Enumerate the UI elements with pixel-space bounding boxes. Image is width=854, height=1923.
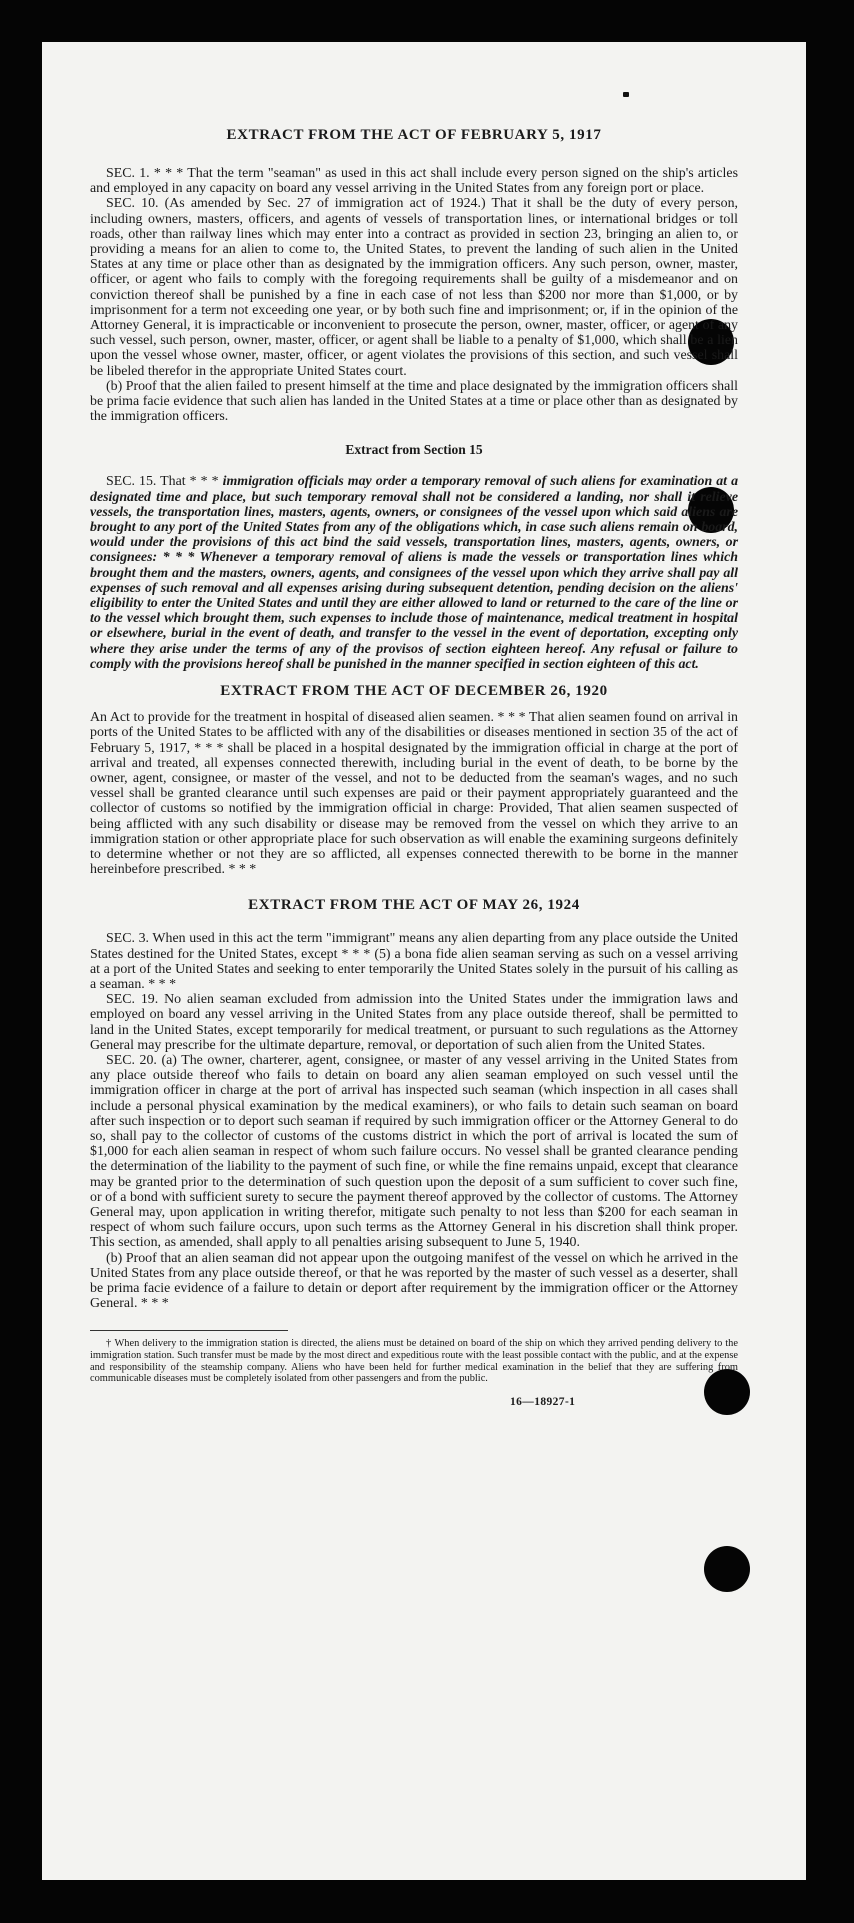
dust-speck	[623, 92, 629, 97]
act-1920-paragraph: An Act to provide for the treatment in hospital of diseased alien seamen. * * * That alien seamen found on arrival in ports of the United States to be afflicted with any of the disabilities or diseases mentioned in section 35 of the act of February 5, 1917, * * * shall be placed in a hospital designated by the immigration official in charge at the port of arrival and treated, all expenses connected therewith, including burial in the event of death, to be borne by the owner, agent, consignee, or master of the vessel, and not to be deducted from the seaman's wages, and no such vessel shall be granted clearance until such expenses are paid or their payment appropriately guaranteed and the collector of customs so notified by the immigration official in charge: Provided, That alien seamen suspected of being afflicted with any such disability or disease may be removed from the vessel on which they arrive to an immigration station or other appropriate place for such observation as will enable the examining surgeons definitely to determine whether or not they are so afflicted, all expenses connected therewith to be borne in the manner hereinbefore prescribed. * * *	[90, 710, 738, 878]
document-text	[90, 126, 738, 1410]
section-15-italic-text: immigration officials may order a temporary removal of such aliens for examination at a designated time and place, but such temporary removal shall not be considered a landing, nor shall it relieve vessels, the transportation lines, masters, agents, owners, or consignees of the vessel upon which said aliens are brought to any port of the United States from any of the obligations which, in case such aliens remain on board, would under the provisions of this act bind the said vessels, transportation lines, masters, agents, owners, or consignees: * * * Whenever a temporary removal of aliens is made the vessels or transportation lines which brought them and the masters, owners, agents, and consignees of the vessel upon which they arrive shall pay all expenses of such removal and all expenses arising during subsequent detention, pending decision on the aliens' eligibility to enter the United States and until they are either allowed to land or returned to the care of the line or to the vessel which brought them, such expenses to include those of maintenance, medical treatment in hospital or elsewhere, burial in the event of death, and transfer to the vessel in the event of deportation, excepting only where they arise under the terms of any of the provisos of section eighteen hereof. Any refusal or failure to comply with the provisions hereof shall be punished in the manner specified in section eighteen of this act.	[90, 474, 739, 672]
heading-act-1924: EXTRACT FROM THE ACT OF MAY 26, 1924	[248, 897, 580, 914]
section-20-paragraph: SEC. 20. (a) The owner, charterer, agent, consignee, or master of any vessel arriving in the United States from any place outside thereof who fails to detain on board any alien seaman employed on such vessel until the immigration officer in charge at the port of arrival has inspected such seaman (which inspection in all cases shall include a personal physical examination by the medical examiners), or who fails to detain such seaman on board after such inspection or to deport such seaman if required by such immigration officer or the Attorney General to do so, shall pay to the collector of customs of the customs district in which the port of arrival is located the sum of $1,000 for each alien seaman in respect of whom such failure occurs. No vessel shall be granted clearance pending the determination of the liability to the payment of such fine, or while the fine remains unpaid, except that clearance may be granted prior to the determination of such question upon the deposit of a sum sufficient to cover such fine, or of a bond with sufficient surety to secure the payment thereof approved by the collector of customs. The Attorney General may, upon application in writing therefor, mitigate such penalty to not less than $200 for each seaman in respect of whom such failure occurs, upon such terms as the Attorney General in his discretion shall think proper. This section, as amended, shall apply to all penalties arising subsequent to June 5, 1940.	[90, 1052, 738, 1251]
heading-act-1917: EXTRACT FROM THE ACT OF FEBRUARY 5, 1917	[226, 127, 602, 143]
section-10-paragraph: SEC. 10. (As amended by Sec. 27 of immigration act of 1924.) That it shall be the duty of every person, including owners, masters, officers, and agents of vessels of transportation lines, or international bridges or toll roads, other than railway lines which may enter into a contract as provided in section 23, bringing an alien to, or providing a means for an alien to come to, the United States, to prevent the landing of such alien in the United States at any time or place other than as designated by the immigration officers. Any such person, owner, master, officer, or agent who fails to comply with the foregoing requirements shall be guilty of a misdemeanor and on conviction thereof shall be punished by a fine in each case of not less than $200 nor more than $1,000, or by imprisonment for a term not exceeding one year, or by both such fine and imprisonment; or, if in the opinion of the Attorney General, it is impracticable or inconvenient to prosecute the person, owner, master, officer, or agent of any such vessel, such person, owner, master, officer, or agent shall be liable to a penalty of $1,000, which shall be a lien upon the vessel whose owner, master, officer, or agent violates the provisions of this section, and such vessel shall be libeled therefor in the appropriate United States court.	[90, 196, 738, 379]
section-15-paragraph	[90, 474, 738, 672]
form-number: 16—18927-1	[510, 1395, 576, 1408]
section-1-paragraph: SEC. 1. * * * That the term "seaman" as used in this act shall include every person signed on the ship's articles and employed in any capacity on board any vessel arriving in the United States from any foreign port or place.	[90, 166, 738, 197]
section-15-lead: SEC. 15. That * * *	[106, 474, 223, 490]
section-19-paragraph: SEC. 19. No alien seaman excluded from admission into the United States under the immigration laws and employed on board any vessel arriving in the United States from any place outside thereof, shall be permitted to land in the United States, except temporarily for medical treatment, or pursuant to such regulations as the Attorney General may prescribe for the ultimate departure, removal, or deportation of such alien from the United States.	[90, 992, 738, 1053]
footnote: † When delivery to the immigration station is directed, the aliens must be detained on board of the ship on which they arrived pending delivery to the immigration station. Such transfer must be made by the most direct and expeditious route with the least possible contact with the public, and at the expense and responsibility of the steamship company. Aliens who have been held for further medical examination in the belief that they are suffering from communicable diseases must be completely isolated from other passengers and from the public.	[90, 1338, 738, 1385]
section-3-paragraph: SEC. 3. When used in this act the term "immigrant" means any alien departing from any place outside the United States destined for the United States, except * * * (5) a bona fide alien seaman serving as such on a vessel arriving at a port of the United States and seeking to enter temporarily the United States solely in the pursuit of his calling as a seaman. * * *	[90, 931, 738, 992]
footnote-divider	[90, 1330, 288, 1331]
punch-hole	[704, 1546, 750, 1592]
heading-act-1920: EXTRACT FROM THE ACT OF DECEMBER 26, 1920	[220, 683, 608, 700]
section-20b-paragraph: (b) Proof that an alien seaman did not appear upon the outgoing manifest of the vessel on which he arrived in the United States from any place outside thereof, or that he was reported by the master of such vessel as a deserter, shall be prima facie evidence of a failure to detain or deport after requirement by the immigration officer or the Attorney General. * * *	[90, 1250, 738, 1312]
section-10b-paragraph: (b) Proof that the alien failed to present himself at the time and place designated by the immigration officers shall be prima facie evidence that such alien has landed in the United States at a time or place other than as designated by the immigration officers.	[90, 378, 738, 425]
heading-section-15: Extract from Section 15	[345, 442, 483, 458]
